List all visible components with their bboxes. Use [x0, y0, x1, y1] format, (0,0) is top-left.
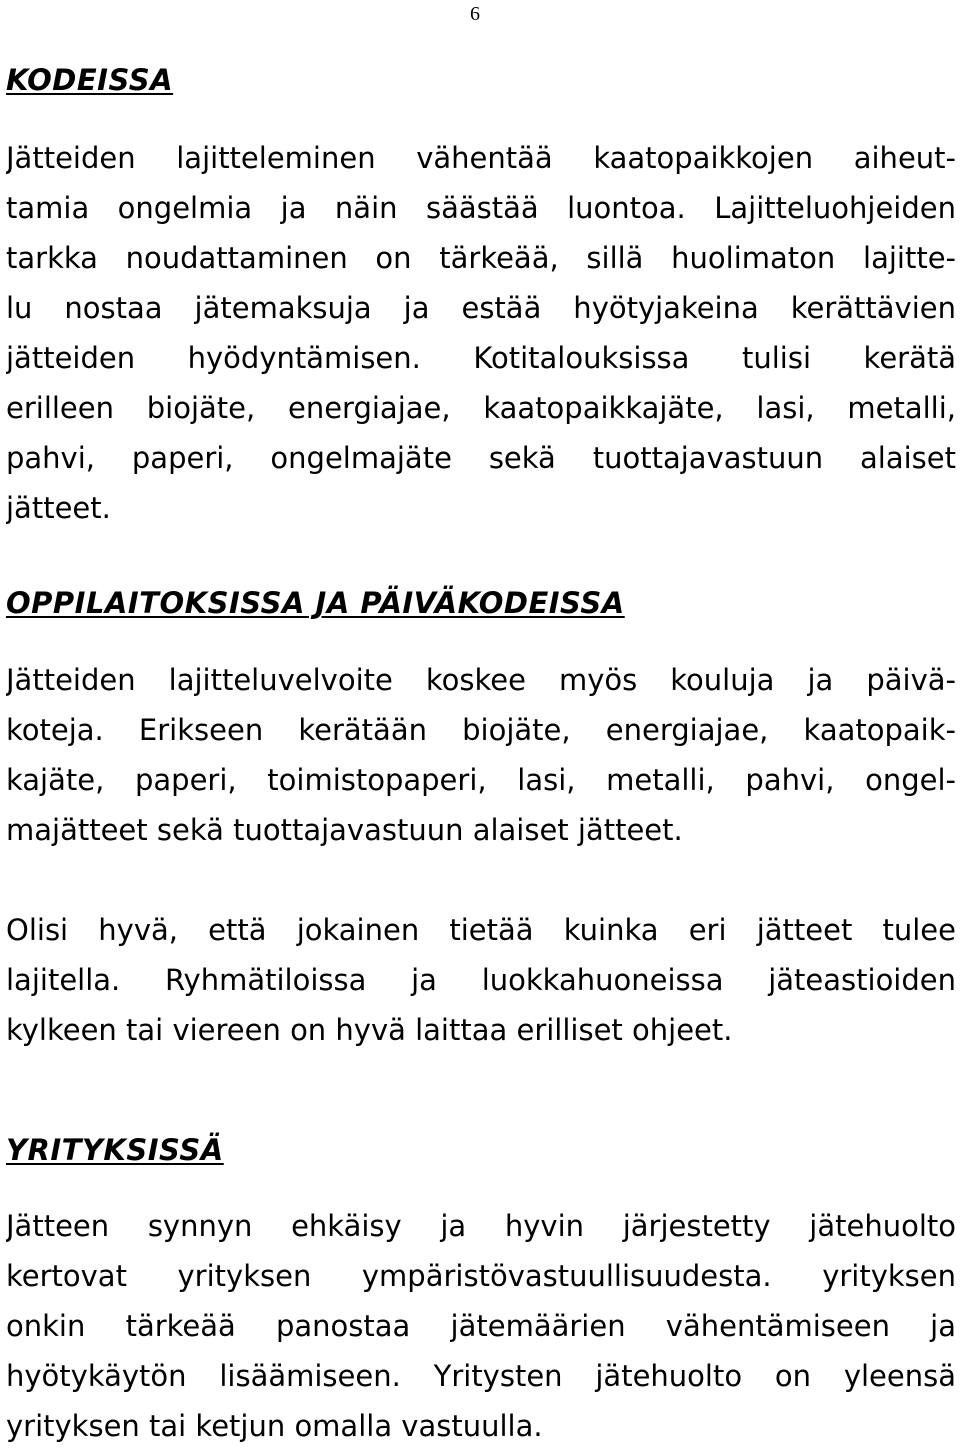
text-line: erilleen biojäte, energiajae, kaatopaikkajäte, lasi, metalli, [6, 391, 956, 425]
text-line: tarkka noudattaminen on tärkeää, sillä huolimaton lajitte- [6, 241, 956, 275]
text-line: Olisi hyvä, että jokainen tietää kuinka eri jätteet tulee [6, 913, 956, 947]
text-line: Jätteiden lajitteluvelvoite koskee myös kouluja ja päivä- [6, 663, 956, 697]
text-line: lajitella. Ryhmätiloissa ja luokkahuoneissa jäteastioiden [6, 963, 956, 997]
paragraph-yrityksissa [6, 1201, 956, 1451]
text-line: kylkeen tai viereen on hyvä laittaa erilliset ohjeet. [6, 1013, 733, 1047]
text-line: kajäte, paperi, toimistopaperi, lasi, metalli, pahvi, ongel- [6, 763, 956, 797]
text-line: pahvi, paperi, ongelmajäte sekä tuottajavastuun alaiset [6, 441, 956, 475]
section-heading-kodeissa: KODEISSA [6, 63, 174, 97]
text-line: kertovat yrityksen ympäristövastuullisuudesta. yrityksen [6, 1259, 956, 1293]
section-heading-oppilaitoksissa: OPPILAITOKSISSA JA PÄIVÄKODEISSA [6, 586, 625, 620]
text-line: majätteet sekä tuottajavastuun alaiset jätteet. [6, 813, 683, 847]
text-line: hyötykäytön lisäämiseen. Yritysten jätehuolto on yleensä [6, 1359, 956, 1393]
text-line: koteja. Erikseen kerätään biojäte, energiajae, kaatopaik- [6, 713, 956, 747]
text-line: onkin tärkeää panostaa jätemäärien vähentämiseen ja [6, 1309, 956, 1343]
paragraph-oppilaitoksissa-2 [6, 905, 956, 1055]
text-line: Jätteen synnyn ehkäisy ja hyvin järjestetty jätehuolto [6, 1209, 956, 1243]
paragraph-kodeissa [6, 133, 956, 533]
page-number: 6 [470, 3, 480, 25]
text-line: Jätteiden lajitteleminen vähentää kaatopaikkojen aiheut- [6, 141, 956, 175]
text-line: tamia ongelmia ja näin säästää luontoa. Lajitteluohjeiden [6, 191, 956, 225]
text-line: jätteet. [6, 491, 111, 525]
paragraph-oppilaitoksissa-1 [6, 655, 956, 855]
text-line: lu nostaa jätemaksuja ja estää hyötyjakeina kerättävien [6, 291, 956, 325]
text-line: jätteiden hyödyntämisen. Kotitalouksissa tulisi kerätä [6, 341, 956, 375]
text-line: yrityksen tai ketjun omalla vastuulla. [6, 1409, 543, 1443]
section-heading-yrityksissa: YRITYKSISSÄ [6, 1133, 224, 1167]
